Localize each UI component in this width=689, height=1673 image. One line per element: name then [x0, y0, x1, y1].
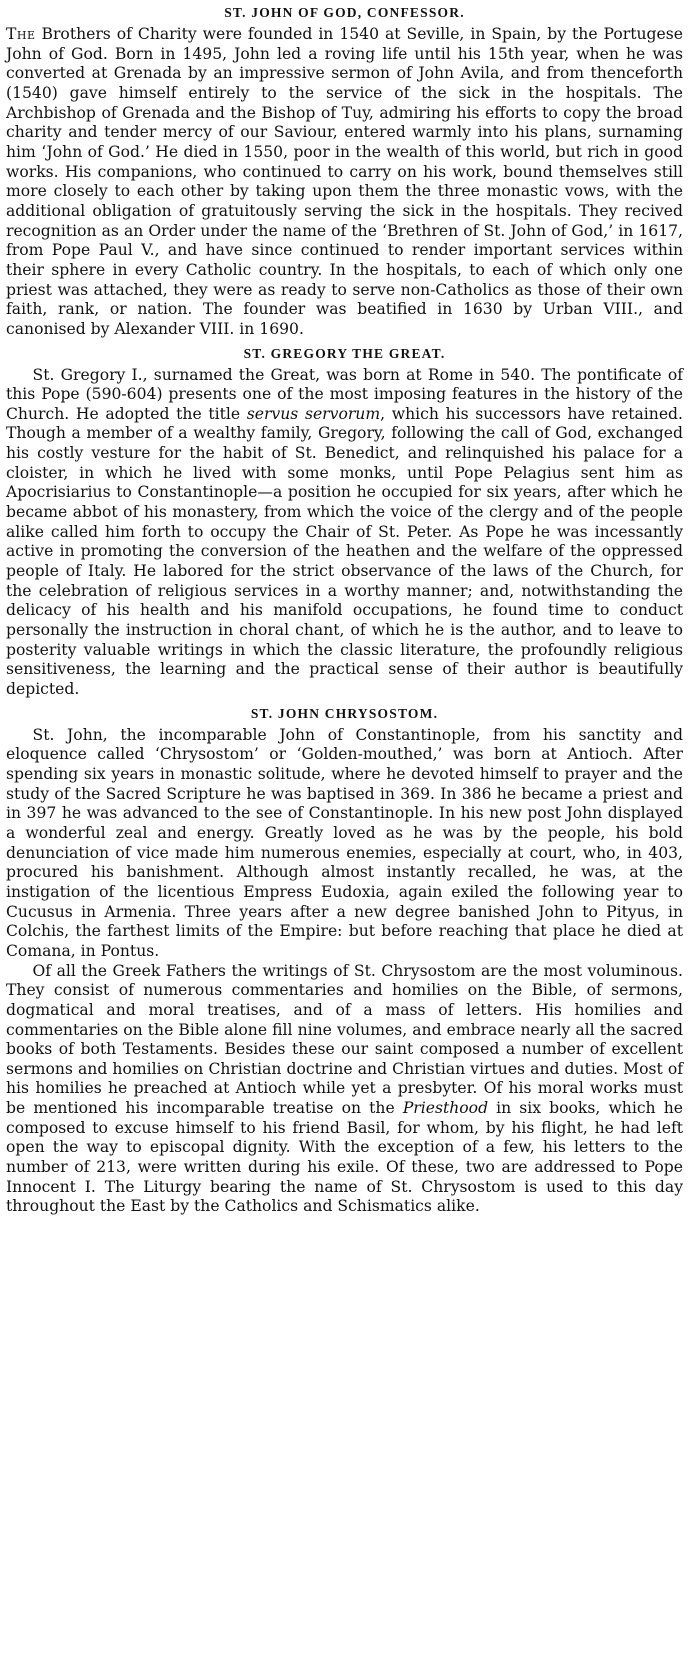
section-heading: ST. GREGORY THE GREAT. [243, 345, 446, 361]
section-heading: ST. JOHN CHRYSOSTOM. [250, 705, 439, 721]
lead-word: The [6, 25, 36, 43]
paragraph-text: Of all the Greek Fathers the writings of St. Chrysostom are the most voluminous. They consist of numerous commentaries and homilies on the Bible, of sermons, dogmatical and moral treatises, and of a mass of letters. His homilies and commentaries on the Bible alone fill nine volumes, and embrace nearly all the sacred books of both Testaments. Besides these our saint composed a number of excellent sermons and homilies on Christian doctrine and Christian virtues and duties. Most of his homilies he preached at Antioch while yet a presbyter. Of his moral works must be mentioned his incomparable treatise on the [6, 961, 683, 1118]
body-paragraph [6, 366, 683, 700]
body-paragraph [6, 726, 683, 962]
paragraph-text: St. Gregory I., surnamed the Great, was born at Rome in 540. The pontificate of this Pope (590-604) presents one of the most imposing features in the history of the Church. He adopted the title [6, 365, 683, 423]
paragraph-text: in six books, which he composed to excuse himself to his friend Basil, for whom, by his flight, he had left open the way to episcopal dignity. With the exception of a few, his letters to the number of 213, were written during his exile. Of these, two are addressed to Pope Innocent I. The Liturgy bearing the name of St. Chrysostom is used to this day throughout the East by the Catholics and Schismatics alike. [6, 1099, 683, 1216]
section-gregory-the-great [6, 345, 683, 700]
paragraph-text: , which his successors have retained. Though a member of a wealthy family, Gregory, following the call of God, exchanged his costly vesture for the habit of St. Benedict, and relinquished his palace for a cloister, in which he lived with some monks, until Pope Pelagius sent him as Apocrisiarius to Constantinople—a position he occupied for six years, after which he became abbot of his monastery, from which the voice of the clergy and of the people alike called him forth to occupy the Chair of St. Peter. As Pope he was incessantly active in promoting the conversion of the heathen and the welfare of the oppressed people of Italy. He labored for the strict observance of the laws of the Church, for the celebration of religious services in a worthy manner; and, notwithstanding the delicacy of his health and his manifold occupations, he found time to conduct personally the instruction in choral chant, of which he is the author, and to leave to posterity valuable writings in which the classic literature, the profoundly religious sensitiveness, the learning and the practical sense of their author is beautifully depicted. [6, 404, 683, 698]
section-john-chrysostom [6, 705, 683, 1217]
italic-phrase: Priesthood [402, 1099, 489, 1118]
body-paragraph [6, 25, 683, 340]
italic-phrase: servus servorum [246, 404, 381, 423]
section-heading: ST. JOHN OF GOD, CONFESSOR. [224, 5, 465, 20]
section-john-of-god [6, 4, 683, 340]
paragraph-text: St. John, the incomparable John of Constantinople, from his sanctity and eloquence called ‘Chrysostom’ or ‘Golden-mouthed,’ was born at Antioch. After spending six years in monastic solitude, where he devoted himself to prayer and the study of the Sacred Scripture he was baptised in 369. In 386 he became a priest and in 397 he was advanced to the see of Constantinople. In his new post John displayed a wonderful zeal and energy. Greatly loved as he was by the people, his bold denunciation of vice made him numerous enemies, especially at court, who, in 403, procured his banishment. Although almost instantly recalled, he was, at the instigation of the licentious Empress Eudoxia, again exiled the following year to Cucusus in Armenia. Three years after a new degree banished John to Pityus, in Colchis, the farthest limits of the Empire: but before reaching that place he died at Comana, in Pontus. [6, 725, 683, 960]
body-paragraph [6, 962, 683, 1218]
paragraph-text: Brothers of Charity were founded in 1540 at Seville, in Spain, by the Portugese John of God. Born in 1495, John led a roving life until his 15th year, when he was converted at Grenada by an impressive sermon of John Avila, and from thenceforth (1540) gave himself entirely to the service of the sick in the hospitals. The Archbishop of Grenada and the Bishop of Tuy, admiring his efforts to copy the broad charity and tender mercy of our Saviour, entered warmly into his plans, surnaming him ‘John of God.’ He died in 1550, poor in the wealth of this world, but rich in good works. His companions, who continued to carry on his work, bound themselves still more closely to each other by taking upon them the three monastic vows, with the additional obligation of gratuitously serving the sick in the hospitals. They recived recognition as an Order under the name of the ‘Brethren of St. John of God,’ in 1617, from Pope Paul V., and have since continued to render important services within their sphere in every Catholic country. In the hospitals, to each of which only one priest was attached, they were as ready to serve non-Catholics as those of their own faith, rank, or nation. The founder was beatified in 1630 by Urban VIII., and canonised by Alexander VIII. in 1690. [6, 25, 683, 338]
